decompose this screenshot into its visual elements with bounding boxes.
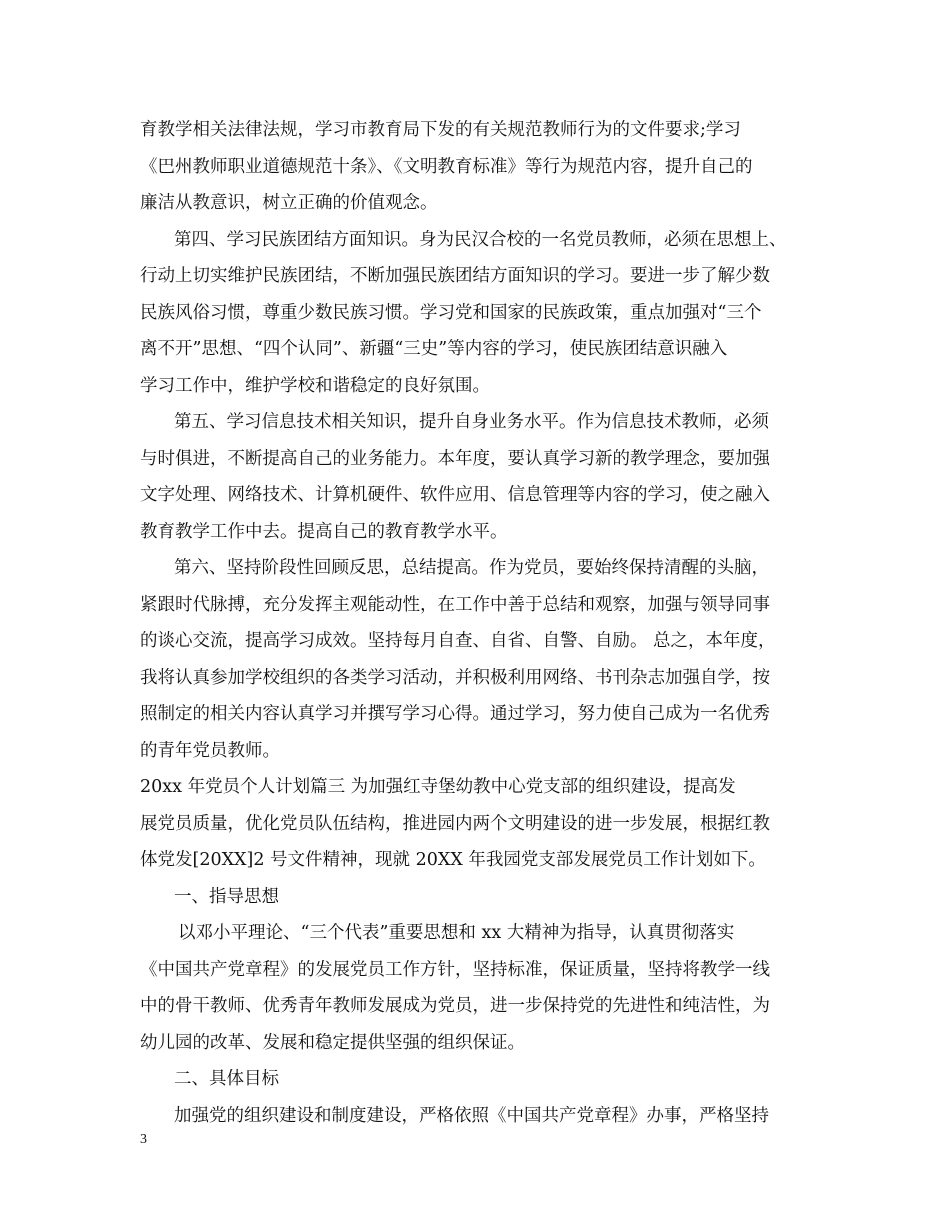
text-line: 我将认真参加学校组织的各类学习活动，并积极利用网络、书刊杂志加强自学，按 [140,667,770,688]
text-line: 体党发[20XX]2 号文件精神，现就 20XX 年我园党支部发展党员工作计划如下。 [140,850,766,870]
text-line: 廉洁从教意识，树立正确的价值观念。 [140,193,438,213]
text-line: 文字处理、网络技术、计算机硬件、软件应用、信息管理等内容的学习，使之融入 [140,485,770,505]
text-line: 中的骨干教师、优秀青年教师发展成为党员，进一步保持党的先进性和纯洁性，为 [140,996,770,1016]
text-line: 与时俱进，不断提高自己的业务能力。本年度，要认真学习新的教学理念，要加强 [140,448,770,469]
text-line: 照制定的相关内容认真学习并撰写学习心得。通过学习，努力使自己成为一名优秀 [140,704,770,724]
text-line: 行动上切实维护民族团结，不断加强民族团结方面知识的学习。要进一步了解少数 [140,266,770,286]
text-line: 《中国共产党章程》的发展党员工作方针，坚持标准，保证质量，坚持将教学一线 [140,959,770,980]
paragraph-start-line: 加强党的组织建设和制度建设，严格依照《中国共产党章程》办事，严格坚持 [174,1105,769,1126]
text-line: 教育教学工作中去。提高自己的教育教学水平。 [140,521,508,542]
text-line: 学习工作中，维护学校和谐稳定的良好氛围。 [140,375,490,396]
text-line: 的谈心交流，提高学习成效。坚持每月自查、自省、自警、自励。 总之，本年度， [140,631,776,651]
text-line: 离不开”思想、“四个认同”、新疆“三史”等内容的学习，使民族团结意识融入 [140,339,728,359]
paragraph-start-line: 以邓小平理论、“三个代表”重要思想和 xx 大精神为指导，认真贯彻落实 [178,923,735,943]
text-line: 育教学相关法律法规，学习市教育局下发的有关规范教师行为的文件要求;学习 [140,120,741,140]
text-line: 民族风俗习惯，尊重少数民族习惯。学习党和国家的民族政策，重点加强对“三个 [140,302,762,323]
text-line: 的青年党员教师。 [140,740,280,761]
body-text [140,112,830,1134]
heading-specific-goals: 二、具体目标 [174,1069,279,1089]
section-title-line: 20xx 年党员个人计划篇三 为加强红寺堡幼教中心党支部的组织建设，提高发 [140,777,736,797]
text-line: 展党员质量，优化党员队伍结构，推进园内两个文明建设的进一步发展，根据红教 [140,813,770,834]
paragraph-start-line: 第四、学习民族团结方面知识。身为民汉合校的一名党员教师，必须在思想上、 [174,229,787,250]
text-line: 《巴州教师职业道德规范十条》、《文明教育标准》等行为规范内容，提升自己的 [140,156,753,177]
text-line: 幼儿园的改革、发展和稳定提供坚强的组织保证。 [140,1032,525,1053]
text-line: 紧跟时代脉搏，充分发挥主观能动性，在工作中善于总结和观察，加强与领导同事 [140,594,770,615]
paragraph-start-line: 第五、学习信息技术相关知识，提升自身业务水平。作为信息技术教师，必须 [174,412,769,432]
heading-guiding-thought: 一、指导思想 [174,886,279,907]
page-number: 3 [140,1132,147,1147]
paragraph-start-line: 第六、坚持阶段性回顾反思，总结提高。作为党员，要始终保持清醒的头脑， [174,558,769,578]
